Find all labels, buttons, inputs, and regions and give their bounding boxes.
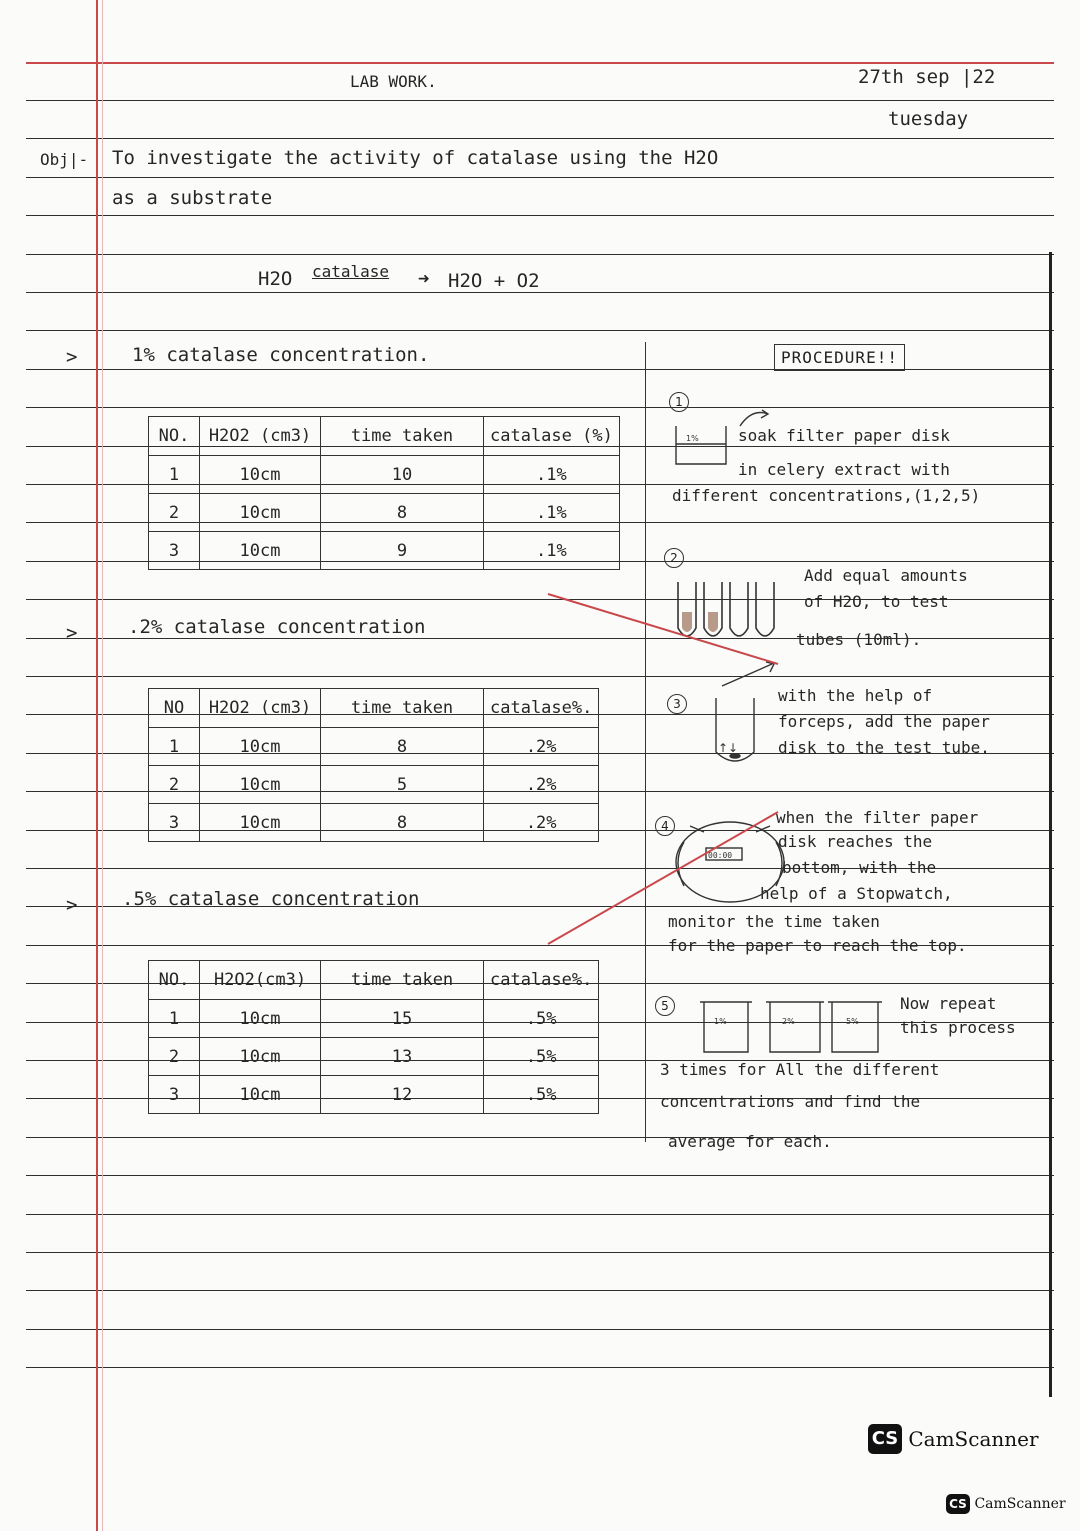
beaker-label: 2%	[782, 1017, 795, 1026]
section-2-heading: .2% catalase concentration	[128, 616, 426, 638]
step-3-line: with the help of	[778, 686, 933, 705]
camscanner-logo-icon: CS	[946, 1494, 970, 1514]
cell: 10cm	[200, 1076, 321, 1114]
header-cell: H2O2(cm3)	[200, 961, 321, 1000]
cell: .5%	[484, 1000, 599, 1038]
cell: 1	[149, 456, 200, 494]
header-cell: H2O2 (cm3)	[200, 417, 321, 456]
beaker-label: 5%	[846, 1017, 859, 1026]
header-cell: catalase%.	[484, 961, 599, 1000]
objective-label: Obj|-	[40, 150, 89, 169]
cell: 10cm	[200, 494, 321, 532]
page-title: LAB WORK.	[350, 72, 437, 91]
camscanner-text: CamScanner	[974, 1496, 1066, 1512]
step-3-line: disk to the test tube.	[778, 738, 990, 757]
cell: .1%	[484, 532, 620, 570]
procedure-title: PROCEDURE!!	[774, 344, 905, 371]
cell: .5%	[484, 1038, 599, 1076]
cell: .5%	[484, 1076, 599, 1114]
cell: 10cm	[200, 456, 321, 494]
header-cell: H2O2 (cm3)	[200, 689, 321, 728]
step-4-line: disk reaches the	[778, 832, 933, 851]
camscanner-watermark	[868, 1424, 1039, 1454]
objective-line-2: as a substrate	[112, 187, 273, 209]
step-2-line: Add equal amounts	[804, 566, 968, 585]
day: tuesday	[888, 108, 969, 130]
cell: 2	[149, 494, 200, 532]
step-number: 4	[655, 816, 675, 836]
stopwatch-display: 00:00	[708, 851, 733, 860]
header-cell: time taken	[321, 961, 484, 1000]
cell: .2%	[484, 728, 599, 766]
cell: 3	[149, 804, 200, 842]
cell: 8	[321, 494, 484, 532]
cell: 10cm	[200, 1038, 321, 1076]
step-5-line: average for each.	[668, 1132, 832, 1151]
cell: 8	[321, 728, 484, 766]
step-4-line: bottom, with the	[782, 858, 937, 877]
camscanner-watermark-small	[946, 1494, 1066, 1514]
step-2-line: of H2O, to test	[804, 592, 949, 611]
step-1-line: soak filter paper disk	[738, 426, 950, 445]
objective-line-1: To investigate the activity of catalase using the H2O	[112, 147, 719, 169]
step-4-line: when the filter paper	[776, 808, 979, 827]
step-1-line: in celery extract with	[738, 460, 950, 479]
camscanner-text: CamScanner	[908, 1427, 1039, 1451]
step-number: 2	[664, 548, 684, 568]
cell: 10	[321, 456, 484, 494]
strike-line	[548, 812, 778, 944]
step-1-line: different concentrations,(1,2,5)	[672, 486, 981, 505]
bullet-arrow-icon: >	[66, 894, 78, 916]
step-number: 5	[655, 996, 675, 1016]
equation-products: H2O + O2	[448, 270, 540, 292]
step-4-line: help of a Stopwatch,	[760, 884, 953, 903]
bullet-arrow-icon: >	[66, 346, 78, 368]
camscanner-logo-icon: CS	[868, 1424, 902, 1454]
step-2-line: tubes (10ml).	[796, 630, 922, 649]
cell: 15	[321, 1000, 484, 1038]
cell: 12	[321, 1076, 484, 1114]
header-cell: catalase (%)	[484, 417, 620, 456]
cell: 10cm	[200, 1000, 321, 1038]
cell: 10cm	[200, 532, 321, 570]
arrow-icon: ➜	[418, 268, 430, 290]
cell: 8	[321, 804, 484, 842]
up-down-arrows-icon: ↑↓	[718, 741, 739, 755]
cell: 13	[321, 1038, 484, 1076]
beaker-label: 1%	[686, 434, 699, 443]
cell: 3	[149, 1076, 200, 1114]
cell: 9	[321, 532, 484, 570]
step-3-line: forceps, add the paper	[778, 712, 990, 731]
strike-line	[548, 594, 778, 664]
cell: 3	[149, 532, 200, 570]
cell: .2%	[484, 766, 599, 804]
cell: .1%	[484, 456, 620, 494]
date: 27th sep |22	[858, 66, 996, 88]
header-cell: time taken	[321, 689, 484, 728]
beaker-label: 1%	[714, 1017, 727, 1026]
cell: 10cm	[200, 766, 321, 804]
cell: 1	[149, 1000, 200, 1038]
header-cell: time taken	[321, 417, 484, 456]
step-5-line: Now repeat	[900, 994, 997, 1013]
cell: 10cm	[200, 728, 321, 766]
cell: 2	[149, 766, 200, 804]
cell: 5	[321, 766, 484, 804]
step-number: 1	[669, 392, 689, 412]
beakers-icon	[700, 1002, 882, 1052]
bullet-arrow-icon: >	[66, 622, 78, 644]
cell: 10cm	[200, 804, 321, 842]
equation-enzyme: catalase	[312, 262, 390, 281]
step-5-line: 3 times for All the different	[660, 1060, 940, 1079]
header-cell: catalase%.	[484, 689, 599, 728]
equation-reactant: H2O	[258, 268, 293, 290]
header-cell: NO.	[149, 417, 200, 456]
cell: 2	[149, 1038, 200, 1076]
step-5-line: concentrations and find the	[660, 1092, 921, 1111]
step-4-line: monitor the time taken	[668, 912, 880, 931]
step-4-line: for the paper to reach the top.	[668, 936, 967, 955]
cell: 1	[149, 728, 200, 766]
step-number: 3	[667, 694, 687, 714]
test-tubes-icon	[678, 582, 774, 636]
header-cell: NO.	[149, 961, 200, 1000]
section-1-heading: 1% catalase concentration.	[132, 344, 430, 366]
cell: .2%	[484, 804, 599, 842]
step-5-line: this process	[900, 1018, 1016, 1037]
header-cell: NO	[149, 689, 200, 728]
cell: .1%	[484, 494, 620, 532]
section-3-heading: .5% catalase concentration	[122, 888, 420, 910]
